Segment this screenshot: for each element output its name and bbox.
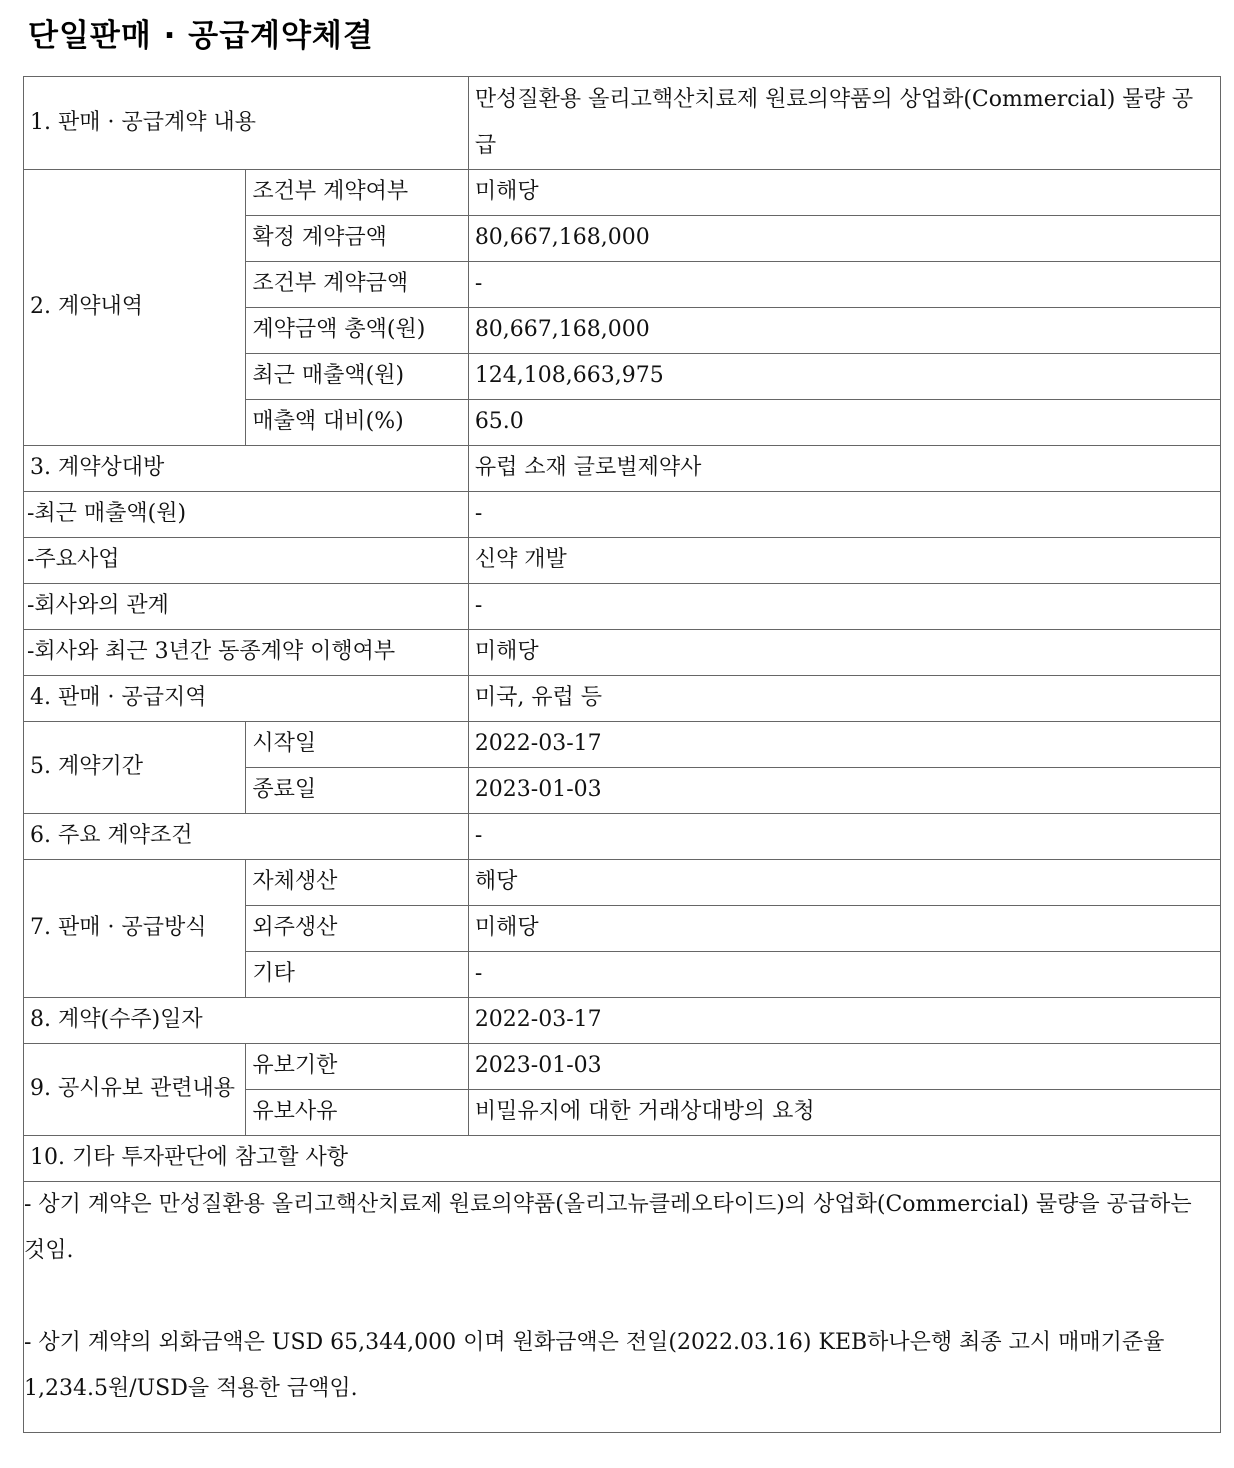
note-paragraph: - 상기 계약의 외화금액은 USD 65,344,000 이며 원화금액은 전일(2022.03.16) KEB하나은행 최종 고시 매매기준율 1,234.5원/USD을 적용한 금액임.	[24, 1330, 1165, 1401]
sub-label: 매출액 대비(%)	[246, 400, 468, 446]
sub-value: 미해당	[468, 906, 1220, 952]
sub-label: 외주생산	[246, 906, 468, 952]
row-counterparty-history	[24, 630, 1221, 676]
row-label: -회사와의 관계	[24, 584, 469, 630]
sub-value: 미해당	[468, 170, 1220, 216]
row-label: 8. 계약(수주)일자	[24, 998, 469, 1044]
sub-label: 조건부 계약금액	[246, 262, 468, 308]
contract-table	[23, 76, 1221, 1433]
row-label: 3. 계약상대방	[24, 446, 469, 492]
sub-label: 조건부 계약여부	[246, 170, 468, 216]
row-value: 2022-03-17	[468, 998, 1220, 1044]
row-value: 미해당	[468, 630, 1220, 676]
sub-label: 계약금액 총액(원)	[246, 308, 468, 354]
sub-label: 자체생산	[246, 860, 468, 906]
row-counterparty	[24, 446, 1221, 492]
row-counterparty-revenue	[24, 492, 1221, 538]
row-counterparty-relation	[24, 584, 1221, 630]
row-value: -	[468, 584, 1220, 630]
row-label: -회사와 최근 3년간 동종계약 이행여부	[24, 630, 469, 676]
row-value: 유럽 소재 글로벌제약사	[468, 446, 1220, 492]
row-contract-period	[24, 722, 1221, 768]
note-spacer	[24, 1274, 1216, 1320]
row-contract-date	[24, 998, 1221, 1044]
row-label: 4. 판매 · 공급지역	[24, 676, 469, 722]
sub-label: 시작일	[246, 722, 468, 768]
sub-value: 65.0	[468, 400, 1220, 446]
row-contract-content	[24, 77, 1221, 170]
row-label: 7. 판매 · 공급방식	[24, 860, 246, 998]
row-disclosure-deferral	[24, 1044, 1221, 1090]
sub-label: 확정 계약금액	[246, 216, 468, 262]
row-counterparty-business	[24, 538, 1221, 584]
row-value: 미국, 유럽 등	[468, 676, 1220, 722]
sub-value: -	[468, 952, 1220, 998]
row-label: 2. 계약내역	[24, 170, 246, 446]
row-label: 5. 계약기간	[24, 722, 246, 814]
row-label: 9. 공시유보 관련내용	[24, 1044, 246, 1136]
notes-cell	[24, 1182, 1221, 1433]
row-contract-detail	[24, 170, 1221, 216]
sub-value: 비밀유지에 대한 거래상대방의 요청	[468, 1090, 1220, 1136]
row-label: -주요사업	[24, 538, 469, 584]
sub-label: 유보사유	[246, 1090, 468, 1136]
row-label: -최근 매출액(원)	[24, 492, 469, 538]
page-title: 단일판매 · 공급계약체결	[28, 18, 374, 54]
sub-value: 80,667,168,000	[468, 308, 1220, 354]
row-other-notes	[24, 1182, 1221, 1433]
row-label: 10. 기타 투자판단에 참고할 사항	[24, 1136, 1221, 1182]
sub-value: 2023-01-03	[468, 1044, 1220, 1090]
row-value: 신약 개발	[468, 538, 1220, 584]
row-value: -	[468, 492, 1220, 538]
sub-value: 2023-01-03	[468, 768, 1220, 814]
sub-value: 2022-03-17	[468, 722, 1220, 768]
row-supply-region	[24, 676, 1221, 722]
sub-value: 80,667,168,000	[468, 216, 1220, 262]
sub-value: -	[468, 262, 1220, 308]
row-value: -	[468, 814, 1220, 860]
row-label: 6. 주요 계약조건	[24, 814, 469, 860]
note-paragraph: - 상기 계약은 만성질환용 올리고핵산치료제 원료의약품(올리고뉴클레오타이드)의 상업화(Commercial) 물량을 공급하는 것임.	[24, 1192, 1192, 1263]
sub-value: 124,108,663,975	[468, 354, 1220, 400]
sub-label: 종료일	[246, 768, 468, 814]
row-supply-method	[24, 860, 1221, 906]
sub-value: 해당	[468, 860, 1220, 906]
row-label: 1. 판매 · 공급계약 내용	[24, 77, 469, 170]
row-value: 만성질환용 올리고핵산치료제 원료의약품의 상업화(Commercial) 물량 공급	[468, 77, 1220, 170]
row-main-terms	[24, 814, 1221, 860]
sub-label: 유보기한	[246, 1044, 468, 1090]
sub-label: 최근 매출액(원)	[246, 354, 468, 400]
sub-label: 기타	[246, 952, 468, 998]
row-other-notes-header	[24, 1136, 1221, 1182]
